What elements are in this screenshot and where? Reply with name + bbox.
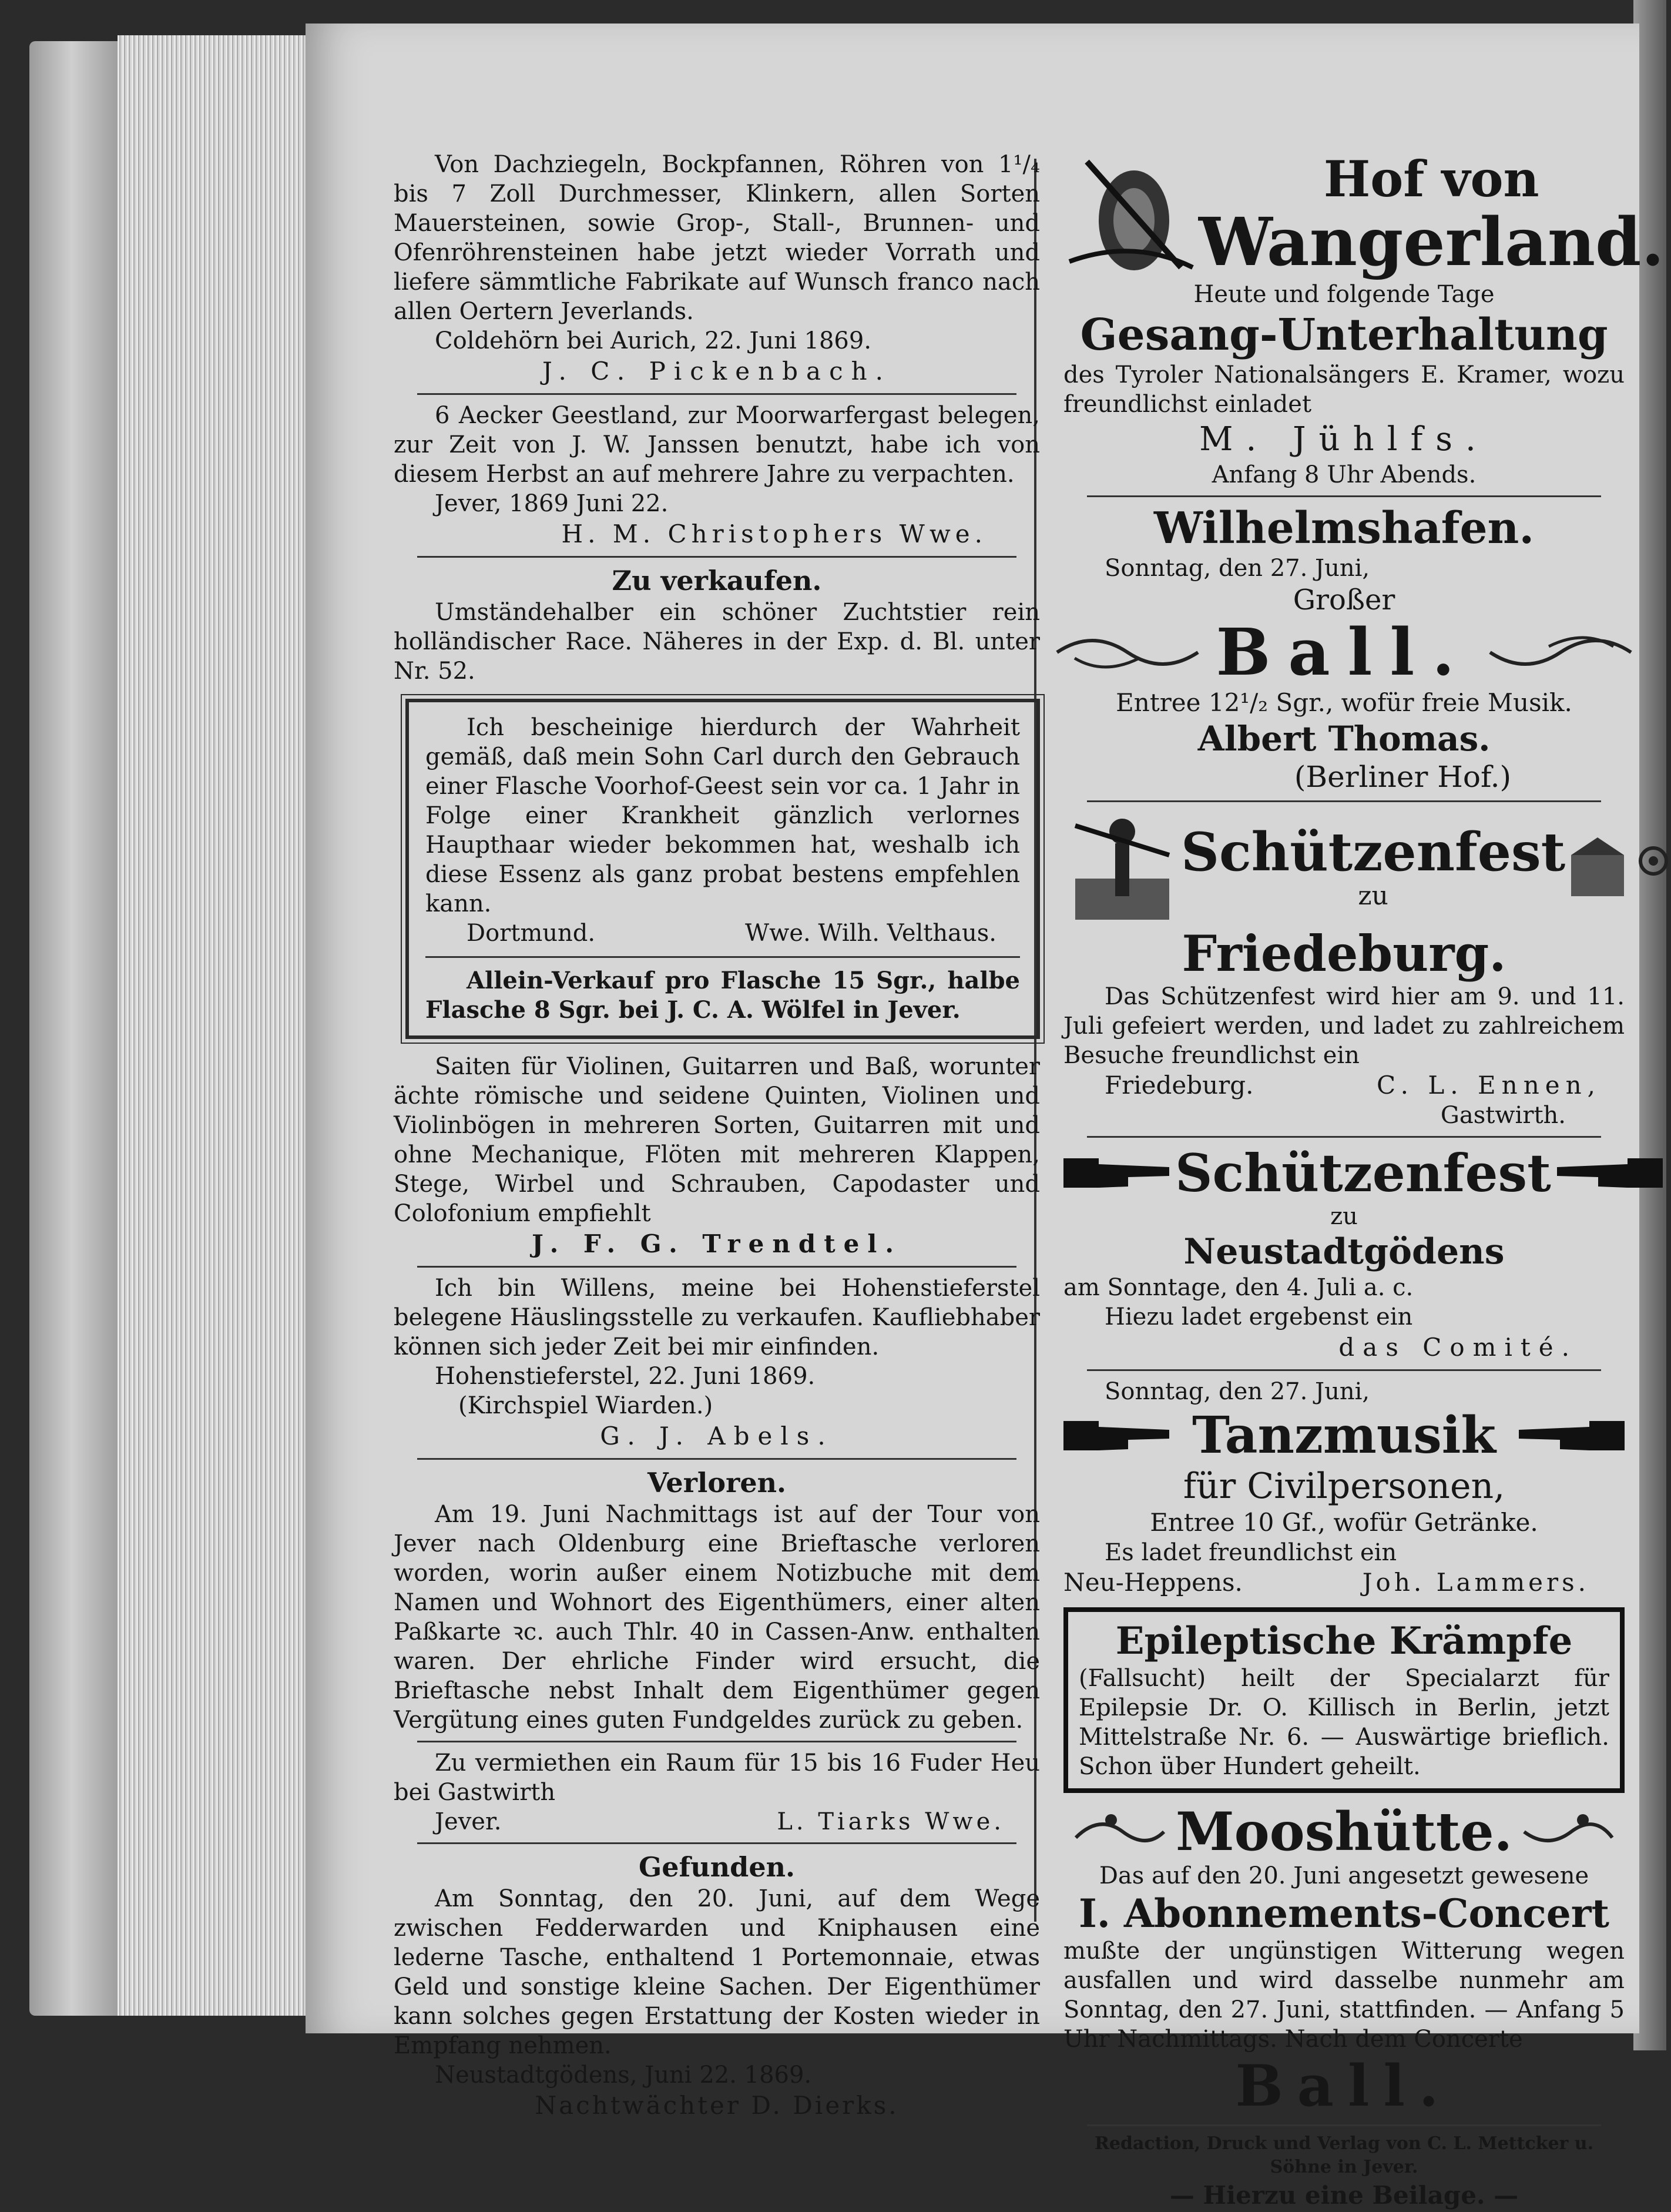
ad-schuetzenfest-friedeburg	[1063, 808, 1625, 1130]
tanz-signature: Joh. Lammers.	[1362, 1568, 1589, 1597]
ad-signature: J. F. G. Trendtel.	[532, 1229, 902, 1258]
ad-place: Jever, 1869 Juni 22.	[435, 490, 669, 517]
rule	[417, 1741, 1016, 1742]
tanz-loc: Neu-Heppens.	[1063, 1568, 1243, 1597]
ad-haarwuchs-box	[405, 699, 1040, 1039]
rule	[417, 1842, 1016, 1844]
friede-title: Schützenfest	[1181, 821, 1566, 883]
tanz-date: Sonntag, den 27. Juni,	[1105, 1378, 1370, 1405]
neust-place: Neustadtgödens	[1183, 1231, 1505, 1272]
friede-zu: zu	[1358, 881, 1388, 911]
neust-title: Schützenfest	[1175, 1142, 1551, 1204]
newspaper-page	[306, 24, 1665, 2210]
ad-text: Ich bescheinige hierdurch der Wahrheit gemäß, daß mein Sohn Carl durch den Gebrauch einer Flasche Voorhof-Geest sein vor ca. 1 Jahr in Folge einer Krankheit gänzlich verlornes Haupthaar wieder bekommen hat, weshalb ich diese Essenz als ganz probat bestens empfehlen kann.	[425, 714, 1020, 917]
ad-dachziegel	[394, 150, 1040, 387]
rule	[417, 556, 1016, 558]
ad-heading: Verloren.	[647, 1467, 787, 1499]
rule	[1087, 800, 1601, 802]
footer	[1063, 2132, 1625, 2212]
ad-wilhelmshafen	[1063, 503, 1625, 795]
tanz-invite: Es ladet freundlichst ein	[1105, 1539, 1397, 1566]
rule	[1087, 495, 1601, 497]
ad-place: Neustadtgödens, Juni 22. 1869.	[435, 2062, 812, 2089]
ad-verloren	[394, 1466, 1040, 1735]
ad-text: Von Dachziegeln, Bockpfannen, Röhren von 1¹/₄ bis 7 Zoll Durchmesser, Klinkern, allen Sorten Mauersteinen, sowie Grop-, Stall-, Brunnen- und Ofenröhrensteinen habe jetzt wieder Vorrath und liefere sämmtliche Fabrikate auf Wunsch franco nach allen Oertern Jeverlands.	[394, 151, 1040, 325]
ad-schuetzenfest-neustadtgoedens	[1063, 1144, 1625, 1363]
ad-zuchtstier	[394, 564, 1040, 686]
tanz-title: Tanzmusik	[1192, 1406, 1496, 1465]
ad-place: Dortmund.	[467, 920, 596, 947]
ad-place: Coldehörn bei Aurich, 22. Juni 1869.	[435, 327, 872, 354]
moos-line-1: Das auf den 20. Juni angesetzt gewesene	[1099, 1862, 1589, 1889]
marksman-icon	[1063, 808, 1181, 926]
ad-text: Zu vermiethen ein Raum für 15 bis 16 Fuder Heu bei Gastwirth	[394, 1750, 1040, 1806]
tanz-entree: Entree 10 Gf., wofür Getränke.	[1150, 1508, 1538, 1537]
hof-title-3: Gesang-Unterhaltung	[1080, 310, 1608, 360]
friede-signature: C. L. Ennen,	[1377, 1071, 1601, 1100]
hof-title-2: Wangerland.	[1199, 204, 1665, 281]
wilh-gross: Großer	[1293, 584, 1395, 616]
pointing-hand-right-icon	[1063, 1409, 1175, 1462]
ad-heading: Gefunden.	[638, 1851, 796, 1883]
footer-imprint: Redaction, Druck und Verlag von C. L. Mettcker u. Söhne in Jever.	[1094, 2133, 1594, 2177]
ad-text: Am Sonntag, den 20. Juni, auf dem Wege zwischen Fedderwarden und Kniphausen eine lederne Tasche, enthaltend 1 Portemonnaie, etwas Geld und sonstige kleine Sachen. Der Eigenthümer kann solches gegen Erstattung der Kosten wieder in Empfang nehmen.	[394, 1885, 1040, 2059]
ad-saiten	[394, 1052, 1040, 1260]
ornament-left-icon	[1057, 629, 1198, 676]
ad-text: 6 Aecker Geestland, zur Moorwarfergast belegen, zur Zeit von J. W. Janssen benutzt, habe ich von diesem Herbst an auf mehrere Jahre zu verpachten.	[394, 402, 1040, 488]
ad-signature: H. M. Christophers Wwe.	[561, 520, 987, 548]
left-column	[394, 150, 1040, 2121]
rule	[1087, 2124, 1601, 2126]
ad-signature: G. J. Abels.	[600, 1422, 834, 1450]
flourish-left-icon	[1076, 1808, 1164, 1855]
ad-text: Ich bin Willens, meine bei Hohenstieferstel belegene Häuslingsstelle zu verkaufen. Kaufliebhaber können sich jeder Zeit bei mir einfinden.	[394, 1275, 1040, 1360]
wilh-ball: Ball.	[1216, 614, 1472, 690]
ad-tanzmusik	[1063, 1377, 1625, 1598]
ad-epilepsie-box	[1063, 1607, 1625, 1793]
ad-geestland	[394, 401, 1040, 550]
ad-signature: L. Tiarks Wwe.	[777, 1808, 1005, 1835]
hof-title-1: Hof von	[1323, 150, 1539, 208]
rule	[417, 393, 1016, 395]
ad-mooshuette	[1063, 1802, 1625, 2119]
ad-sale-text: Allein-Verkauf pro Flasche 15 Sgr., halbe Flasche 8 Sgr. bei J. C. A. Wölfel in Jever.	[425, 967, 1020, 1024]
ad-signature: J. C. Pickenbach.	[542, 357, 892, 386]
neust-signature: das Comité.	[1338, 1333, 1578, 1362]
rule	[1087, 1136, 1601, 1138]
neust-invite: Hiezu ladet ergebenst ein	[1105, 1303, 1413, 1330]
wilh-date: Sonntag, den 27. Juni,	[1105, 555, 1370, 582]
friede-role: Gastwirth.	[1440, 1102, 1566, 1129]
friede-place: Friedeburg.	[1182, 924, 1506, 983]
ad-haeuslingsstelle	[394, 1273, 1040, 1452]
pointing-hand-left-icon	[1513, 1409, 1625, 1462]
page-stack-edge	[118, 35, 317, 2016]
rule	[417, 1266, 1016, 1268]
pointing-hand-left-icon	[1551, 1147, 1663, 1199]
ad-text: Saiten für Violinen, Guitarren und Baß, worunter ächte römische und seidene Quinten, Violinen und Violinbögen in mehreren Sorten, Guitarren mit und ohne Mechanique, Flöten mit mehreren Klappen, Stege, Wirbel und Schrauben, Capodaster und Colofonium empfiehlt	[394, 1053, 1040, 1227]
moos-title-2: I. Abonnements-Concert	[1079, 1891, 1609, 1936]
footer-supplement: — Hierzu eine Beilage. —	[1169, 2181, 1519, 2210]
hof-signature: M. Jühlfs.	[1199, 420, 1489, 458]
wilh-title: Wilhelmshafen.	[1153, 503, 1535, 554]
neust-date: am Sonntage, den 4. Juli a. c.	[1063, 1274, 1414, 1301]
ad-vermiethen	[394, 1748, 1040, 1836]
tanz-sub: für Civilpersonen,	[1183, 1466, 1505, 1507]
friede-text: Das Schützenfest wird hier am 9. und 11. Juli gefeiert werden, und ladet zu zahlreichem Besuche freundlichst ein	[1063, 983, 1625, 1069]
target-icon	[1565, 832, 1671, 902]
ornament-right-icon	[1490, 629, 1631, 676]
ad-gefunden	[394, 1850, 1040, 2121]
pointing-hand-right-icon	[1063, 1147, 1175, 1199]
hof-time: Anfang 8 Uhr Abends.	[1212, 461, 1477, 488]
rule	[425, 956, 1020, 958]
ad-parish: (Kirchspiel Wiarden.)	[458, 1392, 713, 1419]
ad-text: Umständehalber ein schöner Zuchtstier rein holländischer Race. Näheres in der Exp. d. Bl. unter Nr. 52.	[394, 599, 1040, 685]
friede-loc: Friedeburg.	[1105, 1071, 1254, 1100]
ad-place: Hohenstieferstel, 22. Juni 1869.	[435, 1363, 816, 1390]
moos-title: Mooshütte.	[1176, 1801, 1512, 1863]
epi-title: Epileptische Krämpfe	[1115, 1619, 1573, 1663]
ad-text: Am 19. Juni Nachmittags ist auf der Tour von Jever nach Oldenburg eine Brieftasche verloren worden, worin außer einem Notizbuche mit dem Namen und Wohnort des Eigenthümers, einer alten Paßkarte ꝛc. auch Thlr. 40 in Cassen-Anw. enthalten waren. Der ehrliche Finder wird ersucht, die Brieftasche nebst Inhalt dem Eigenthümer gegen Vergütung eines guten Fundgeldes zurück zu geben.	[394, 1501, 1040, 1734]
rule	[417, 1458, 1016, 1460]
wilh-signature: Albert Thomas.	[1197, 719, 1491, 759]
epi-text: (Fallsucht) heilt der Specialarzt für Epilepsie Dr. O. Killisch in Berlin, jetzt Mittelstraße Nr. 6. — Auswärtige brieflich. Schon über Hundert geheilt.	[1079, 1665, 1609, 1780]
wilh-entree: Entree 12¹/₂ Sgr., wofür freie Musik.	[1116, 688, 1572, 717]
wilh-sub: (Berliner Hof.)	[1294, 760, 1512, 794]
ad-signature: Nachtwächter D. Dierks.	[535, 2091, 899, 2120]
neust-zu: zu	[1330, 1203, 1358, 1230]
right-column	[1034, 150, 1665, 2212]
rule	[1087, 1369, 1601, 1371]
ad-heading: Zu verkaufen.	[612, 565, 822, 596]
ad-signature: Wwe. Wilh. Velthaus.	[744, 920, 996, 947]
ad-hof-von-wangerland	[1063, 150, 1665, 490]
hof-line-1: Heute und folgende Tage	[1193, 281, 1495, 308]
moos-text: mußte der ungünstigen Witterung wegen ausfallen und wird dasselbe nunmehr am Sonntag, den 27. Juni, stattfinden. — Anfang 5 Uhr Nachmittags. Nach dem Concerte	[1063, 1938, 1625, 2053]
ad-place: Jever.	[435, 1808, 502, 1835]
moos-ball: Ball.	[1235, 2053, 1453, 2119]
hof-line-2: des Tyroler Nationalsängers E. Kramer, wozu freundlichst einladet	[1063, 361, 1625, 418]
violin-icon	[1063, 150, 1199, 279]
flourish-right-icon	[1524, 1808, 1612, 1855]
